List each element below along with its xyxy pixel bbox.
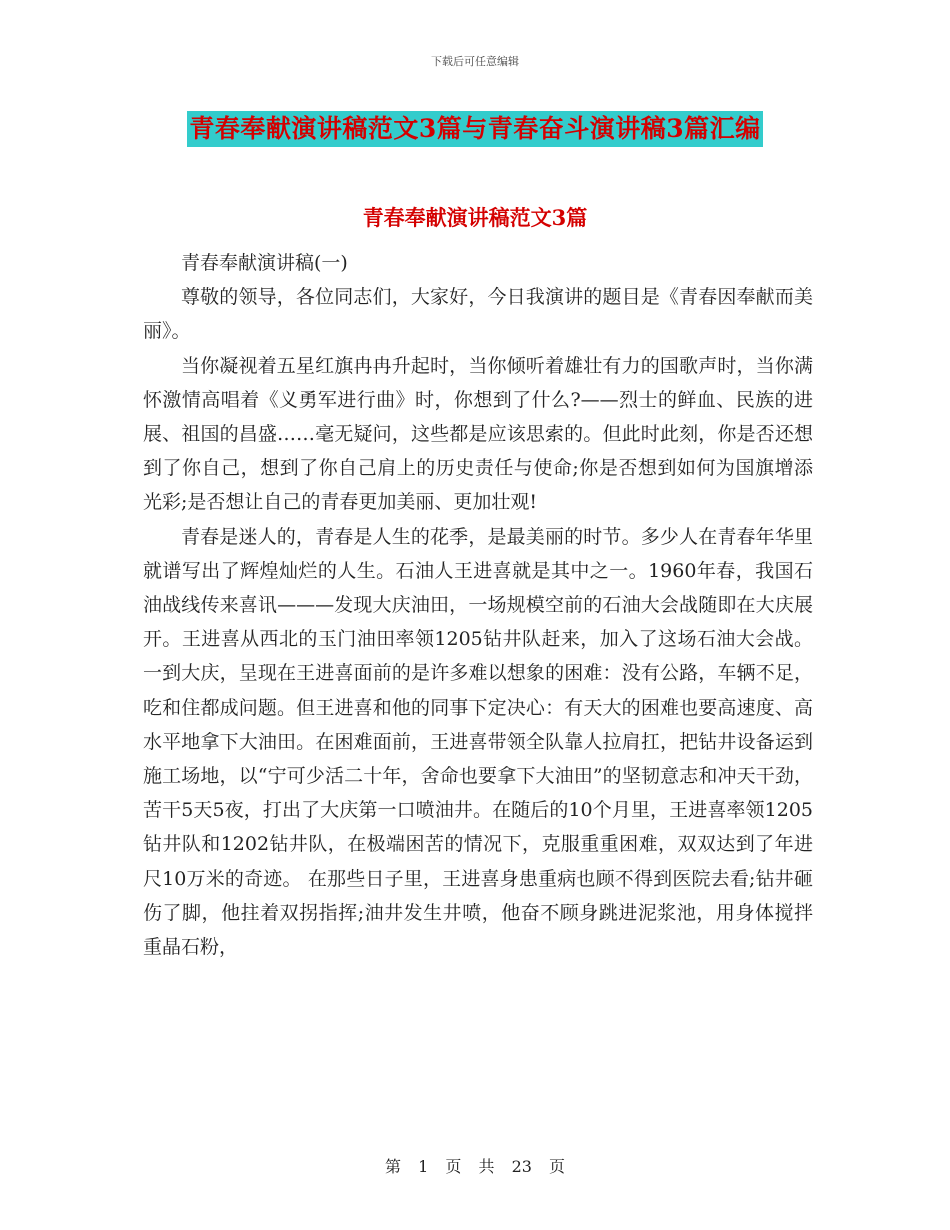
- section-subtitle: 青春奉献演讲稿范文3篇: [362, 205, 588, 230]
- footer-page-label: 页: [445, 1157, 462, 1176]
- speech-heading: 青春奉献演讲稿(一): [181, 252, 348, 274]
- footer-total-label: 共: [478, 1157, 495, 1176]
- footer-total-pages: 23: [511, 1157, 532, 1176]
- footer-suffix: 页: [549, 1157, 566, 1176]
- header-note: 下载后可任意编辑: [431, 55, 519, 68]
- paragraph: 青春是迷人的，青春是人生的花季，是最美丽的时节。多少人在青春年华里就谱写出了辉煌灿烂的人生。石油人王进喜就是其中之一。1960年春，我国石油战线传来喜讯———发现大庆油田，一场规模空前的石油大会战随即在大庆展开。王进喜从西北的玉门油田率领1205钻井队赶来，加入了这场石油大会战。一到大庆，呈现在王进喜面前的是许多难以想象的困难：没有公路，车辆不足，吃和住都成问题。但王进喜和他的同事下定决心：有天大的困难也要高速度、高水平地拿下大油田。在困难面前，王进喜带领全队靠人拉肩扛，把钻井设备运到施工场地，以“宁可少活二十年，舍命也要拿下大油田”的坚韧意志和冲天干劲，苦干5天5夜，打出了大庆第一口喷油井。在随后的10个月里，王进喜率领1205钻井队和1202钻井队，在极端困苦的情况下，克服重重困难，双双达到了年进尺10万米的奇迹。 在那些日子里，王进喜身患重病也顾不得到医院去看;钻井砸伤了脚，他拄着双拐指挥;油井发生井喷，他奋不顾身跳进泥浆池，用身体搅拌重晶石粉，: [143, 525, 813, 959]
- paragraph: 尊敬的领导，各位同志们，大家好，今日我演讲的题目是《青春因奉献而美丽》。: [143, 286, 813, 343]
- body-text: [143, 246, 813, 964]
- main-title: 青春奉献演讲稿范文3篇与青春奋斗演讲稿3篇汇编: [187, 111, 762, 147]
- footer-page-number: 1: [418, 1157, 429, 1176]
- main-title-wrap: [0, 111, 950, 147]
- footer-prefix: 第: [384, 1157, 401, 1176]
- paragraph: 当你凝视着五星红旗冉冉升起时，当你倾听着雄壮有力的国歌声时，当你满怀激情高唱着《义勇军进行曲》时，你想到了什么?——烈士的鲜血、民族的进展、祖国的昌盛……毫无疑问，这些都是应该思索的。但此时此刻，你是否还想到了你自己，想到了你自己肩上的历史责任与使命;你是否想到如何为国旗增添光彩;是否想让自己的青春更加美丽、更加壮观!: [143, 354, 813, 514]
- page-footer: [0, 1154, 950, 1177]
